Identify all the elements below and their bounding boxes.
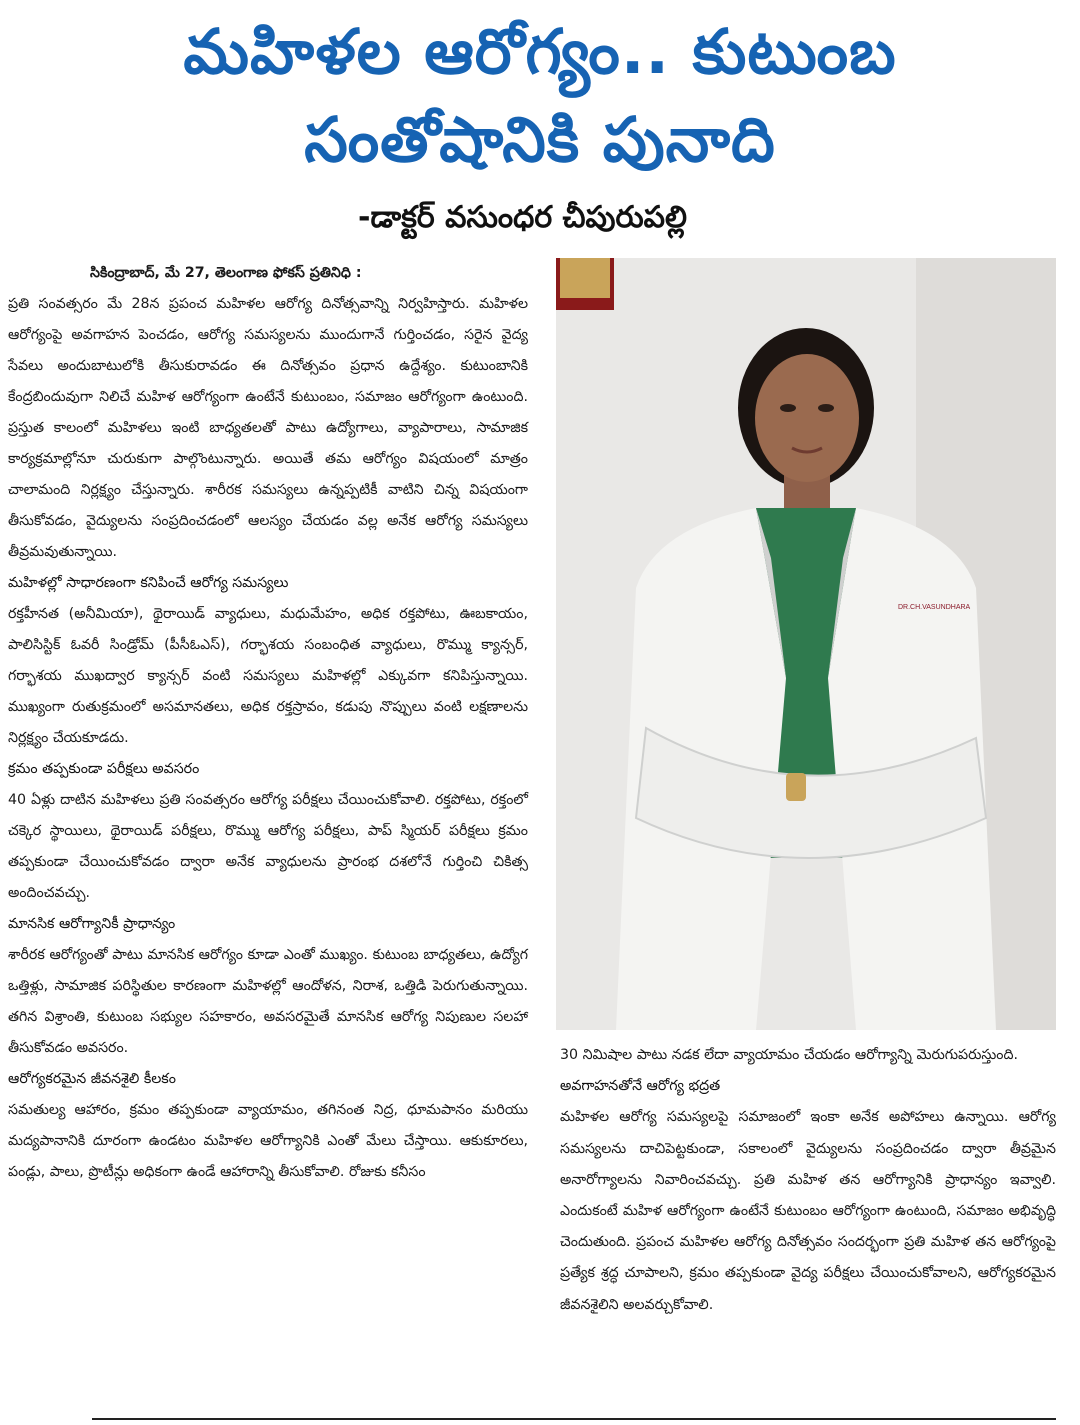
bottom-rule	[92, 1418, 1056, 1420]
photo-frame-inner	[560, 258, 610, 298]
article-left-column	[8, 258, 528, 1188]
paragraph-exercise: 30 నిమిషాల పాటు నడక లేదా వ్యాయామం చేయడం ఆరోగ్యాన్ని మెరుగుపరుస్తుంది.	[560, 1047, 1018, 1063]
subhead-healthy-lifestyle: ఆరోగ్యకరమైన జీవనశైలి కీలకం	[8, 1071, 176, 1087]
subhead-mental-health: మానసిక ఆరోగ్యానికీ ప్రాధాన్యం	[8, 916, 176, 932]
photo-coat-badge: DR.CH.VASUNDHARA	[898, 604, 971, 611]
doctor-photo	[556, 258, 1056, 1030]
headline-line-1: మహిళల ఆరోగ్యం.. కుటుంబ	[183, 15, 897, 88]
subhead-awareness: అవగాహనతోనే ఆరోగ్య భద్రత	[560, 1078, 721, 1095]
paragraph-intro: ప్రతి సంవత్సరం మే 28న ప్రపంచ మహిళల ఆరోగ్య దినోత్సవాన్ని నిర్వహిస్తారు. మహిళల ఆరోగ్యంపై అవగాహన పెంచడం, ఆరోగ్య సమస్యలను ముందుగానే గుర్తించడం, సరైన వైద్య సేవలు అందుబాటులోకి తీసుకురావడం ఈ దినోత్సవం ప్రధాన ఉద్దేశ్యం. కుటుంబానికి కేంద్రబిందువుగా నిలిచే మహిళ ఆరోగ్యంగా ఉంటేనే కుటుంబం, సమాజం ఆరోగ్యంగా ఉంటుంది. ప్రస్తుత కాలంలో మహిళలు ఇంటి బాధ్యతలతో పాటు ఉద్యోగాలు, వ్యాపారాలు, సామాజిక కార్యక్రమాల్లోనూ చురుకుగా పాల్గొంటున్నారు. అయితే తమ ఆరోగ్యం విషయంలో మాత్రం చాలామంది నిర్లక్ష్యం చేస్తున్నారు. శారీరక సమస్యలు ఉన్నప్పటికీ వాటిని చిన్న విషయంగా తీసుకోవడం, వైద్యులను సంప్రదించడంలో ఆలస్యం చేయడం వల్ల అనేక ఆరోగ్య సమస్యలు తీవ్రమవుతున్నాయి.	[8, 296, 528, 560]
subhead-common-problems: మహిళల్లో సాధారణంగా కనిపించే ఆరోగ్య సమస్యలు	[8, 575, 289, 591]
photo-face	[755, 354, 859, 482]
paragraph-common-problems: రక్తహీనత (అనీమియా), థైరాయిడ్ వ్యాధులు, మధుమేహం, అధిక రక్తపోటు, ఊబకాయం, పాలిసిస్టిక్ ఓవరీ సిండ్రోమ్ (పీసీఓఎస్), గర్భాశయ సంబంధిత వ్యాధులు, రొమ్ము క్యాన్సర్, గర్భాశయ ముఖద్వార క్యాన్సర్ వంటి సమస్యలు మహిళల్లో ఎక్కువగా కనిపిస్తున్నాయి. ముఖ్యంగా రుతుక్రమంలో అసమానతలు, అధిక రక్తస్రావం, కడుపు నొప్పులు వంటి లక్షణాలను నిర్లక్ష్యం చేయకూడదు.	[8, 606, 528, 746]
headline-line-2: సంతోషానికి పునాది	[304, 103, 776, 176]
paragraph-mental-health: శారీరక ఆరోగ్యంతో పాటు మానసిక ఆరోగ్యం కూడా ఎంతో ముఖ్యం. కుటుంబ బాధ్యతలు, ఉద్యోగ ఒత్తిళ్లు, సామాజిక పరిస్థితుల కారణంగా మహిళల్లో ఆందోళన, నిరాశ, ఒత్తిడి పెరుగుతున్నాయి. తగిన విశ్రాంతి, కుటుంబ సభ్యుల సహకారం, అవసరమైతే మానసిక ఆరోగ్య నిపుణుల సలహా తీసుకోవడం అవసరం.	[8, 947, 528, 1056]
paragraph-healthy-lifestyle: సమతుల్య ఆహారం, క్రమం తప్పకుండా వ్యాయామం, తగినంత నిద్ర, ధూమపానం మరియు మద్యపానానికి దూరంగా ఉండటం మహిళల ఆరోగ్యానికి ఎంతో మేలు చేస్తాయి. ఆకుకూరలు, పండ్లు, పాలు, ప్రొటీన్లు అధికంగా ఉండే ఆహారాన్ని తీసుకోవాలి. రోజుకు కనీసం	[8, 1102, 528, 1180]
paragraph-regular-tests: 40 ఏళ్లు దాటిన మహిళలు ప్రతి సంవత్సరం ఆరోగ్య పరీక్షలు చేయించుకోవాలి. రక్తపోటు, రక్తంలో చక్కెర స్థాయిలు, థైరాయిడ్ పరీక్షలు, రొమ్ము ఆరోగ్య పరీక్షలు, పాప్ స్మియర్ పరీక్షలు క్రమం తప్పకుండా చేయించుకోవడం ద్వారా అనేక వ్యాధులను ప్రారంభ దశలోనే గుర్తించి చికిత్స అందించవచ్చు.	[8, 792, 528, 901]
byline-author: -డాక్టర్ వసుంధర చీపురుపల్లి	[358, 200, 687, 235]
photo-wristwatch	[786, 773, 806, 801]
article-right-column	[560, 1040, 1056, 1321]
subhead-regular-tests: క్రమం తప్పకుండా పరీక్షలు అవసరం	[8, 761, 200, 777]
paragraph-awareness: మహిళల ఆరోగ్య సమస్యలపై సమాజంలో ఇంకా అనేక అపోహలు ఉన్నాయి. ఆరోగ్య సమస్యలను దాచిపెట్టకుండా, సకాలంలో వైద్యులను సంప్రదించడం ద్వారా తీవ్రమైన అనారోగ్యాలను నివారించవచ్చు. ప్రతి మహిళ తన ఆరోగ్యానికి ప్రాధాన్యం ఇవ్వాలి. ఎందుకంటే మహిళ ఆరోగ్యంగా ఉంటేనే కుటుంబం ఆరోగ్యంగా ఉంటుంది, సమాజం అభివృద్ధి చెందుతుంది. ప్రపంచ మహిళల ఆరోగ్య దినోత్సవం సందర్భంగా ప్రతి మహిళ తన ఆరోగ్యంపై ప్రత్యేక శ్రద్ధ చూపాలని, క్రమం తప్పకుండా వైద్య పరీక్షలు చేయించుకోవాలని, ఆరోగ్యకరమైన జీవనశైలిని అలవర్చుకోవాలి.	[560, 1109, 1056, 1313]
dateline: సికింద్రాబాద్, మే 27, తెలంగాణ ఫోకస్ ప్రతినిధి :	[90, 265, 362, 281]
